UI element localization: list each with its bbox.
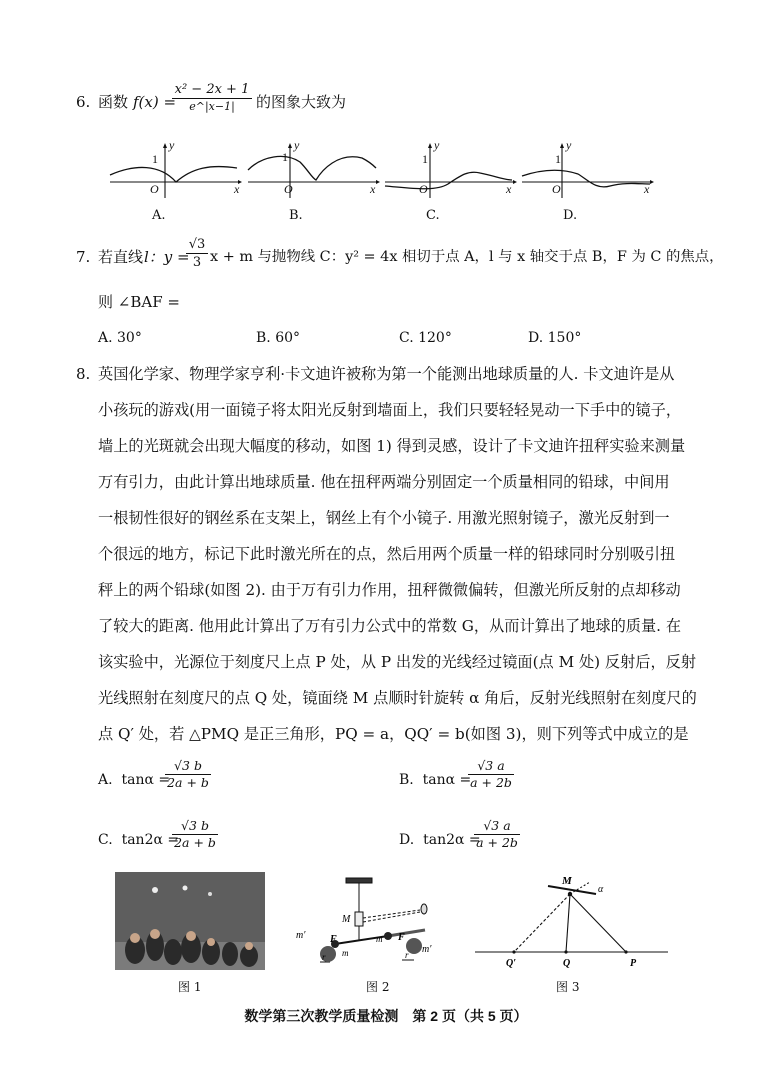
- fig2-label-r-right: r: [405, 950, 409, 960]
- q6-numerator: x² − 2x + 1: [172, 82, 252, 99]
- q8-line: 万有引力，由此计算出地球质量. 他在扭秤两端分别固定一个质量相同的铅球，中间用: [98, 473, 670, 491]
- q8-line: 一根韧性很好的钢丝系在支架上，钢丝上有个小镜子. 用激光照射镜子，激光反射到一: [98, 509, 670, 527]
- q7-line-eq: l：y =: [144, 248, 190, 266]
- q8-option-b-label: B.: [399, 772, 414, 788]
- q7-option-b: B. 60°: [256, 330, 301, 346]
- q8-option-b-fn: tanα =: [422, 772, 472, 788]
- fig2-label-m-prime-left: m′: [296, 930, 306, 941]
- graph-a-origin: O: [150, 182, 159, 196]
- page-footer: 数学第三次教学质量检测 第 2 页（共 5 页）: [244, 1008, 528, 1024]
- q8-line: 英国化学家、物理学家亨利·卡文迪许被称为第一个能测出地球质量的人. 卡文迪许是从: [98, 365, 675, 383]
- q8-line: 小孩玩的游戏(用一面镜子将太阳光反射到墙面上，我们只要轻轻晃动一下手中的镜子，: [98, 401, 682, 419]
- q8-number: 8.: [76, 365, 91, 383]
- q7-number: 7.: [76, 248, 91, 266]
- fig2-label-r-left: r: [322, 952, 326, 962]
- q8-line: 个很远的地方，标记下此时激光所在的点，然后用两个质量一样的铅球同时分别吸引扭: [98, 545, 676, 563]
- q8-option-d-den: a + 2b: [476, 835, 518, 850]
- graph-b-y-label: y: [294, 138, 300, 152]
- q6-option-c: C.: [426, 208, 440, 223]
- graph-c-x-label: x: [506, 182, 512, 196]
- q8-option-a: [98, 770, 170, 790]
- graph-a-y-label: y: [169, 138, 175, 152]
- q8-line: 点 Q′ 处，若 △PMQ 是正三角形，PQ = a，QQ′ = b(如图 3)，则下列等式中成立的是: [98, 725, 689, 743]
- q8-option-d: [399, 830, 481, 850]
- graph-d-one: 1: [555, 152, 561, 166]
- figure-3-caption: 图 3: [556, 980, 580, 994]
- q7-frac-den: 3: [192, 255, 202, 270]
- fig3-line-MP: [570, 894, 626, 952]
- q6-option-b: B.: [289, 208, 303, 223]
- graph-b-origin: O: [284, 182, 293, 196]
- q8-option-b-frac: [468, 758, 514, 791]
- fig3-mirror: [548, 886, 596, 894]
- q8-option-d-num: √3 a: [474, 818, 520, 835]
- fig3-label-Q: Q: [563, 958, 571, 969]
- q8-option-a-den: 2a + b: [167, 775, 209, 790]
- q8-option-a-fn: tanα =: [121, 772, 171, 788]
- fig2-label-m-prime-right: m′: [422, 944, 432, 955]
- q8-line: 光线照射在刻度尺的点 Q 处，镜面绕 M 点顺时针旋转 α 角后，反射光线照射在刻度尺的: [98, 689, 697, 707]
- q8-option-b-num: √3 a: [468, 758, 514, 775]
- q8-option-a-num: √3 b: [165, 758, 211, 775]
- q8-option-c: [98, 830, 179, 850]
- graph-a-x-label: x: [234, 182, 240, 196]
- fig3-line-MQprime: [514, 894, 570, 952]
- figure-2-diagram: [290, 872, 450, 972]
- q6-option-a: A.: [152, 208, 166, 223]
- graph-d-x-label: x: [644, 182, 650, 196]
- q6-denominator: e^|x−1|: [189, 100, 235, 113]
- q6-prefix: 函数: [98, 93, 129, 111]
- figure-1-caption: 图 1: [178, 980, 202, 994]
- q8-line: 了较大的距离. 他用此计算出了万有引力公式中的常数 G，从而计算出了地球的质量. 在: [98, 617, 682, 635]
- q8-line: 秤上的两个铅球(如图 2). 由于万有引力作用，扭秤微微偏转，但激光所反射的点却移动: [98, 581, 681, 599]
- fig3-label-Qprime: Q′: [506, 958, 517, 969]
- fig2-label-M: M: [342, 914, 351, 925]
- graph-a-one: 1: [152, 152, 158, 166]
- graph-d-origin: O: [552, 182, 561, 196]
- q7-line2: 则 ∠BAF =: [98, 293, 180, 311]
- graph-a-curve: [110, 167, 237, 182]
- fig3-label-alpha: α: [598, 884, 604, 895]
- graph-b-curve: [248, 156, 376, 180]
- q8-option-c-fn: tan2α =: [121, 832, 180, 848]
- q8-line: 该实验中，光源位于刻度尺上点 P 处，从 P 出发的光线经过镜面(点 M 处) 反射后，反射: [98, 653, 697, 671]
- graph-b-one: 1: [282, 150, 288, 164]
- q7-option-c: C. 120°: [399, 330, 452, 346]
- fig2-label-F-left: F: [330, 934, 337, 945]
- fig2-label-F-right: F: [398, 932, 405, 943]
- q6-fraction: [172, 82, 252, 115]
- q8-option-d-fn: tan2α =: [423, 832, 481, 848]
- q6-func: f(x) =: [133, 93, 177, 111]
- q8-option-a-frac: [165, 758, 211, 791]
- fig3-line-MQ: [566, 894, 570, 952]
- q7-frac-num: √3: [186, 236, 208, 254]
- q8-line: 墙上的光斑就会出现大幅度的移动，如图 1) 得到灵感，设计了卡文迪许扭秤实验来测量: [98, 437, 686, 455]
- q8-option-c-num: √3 b: [172, 818, 218, 835]
- fig3-label-M: M: [562, 875, 572, 887]
- q7-text-b: x + m 与抛物线 C：y² = 4x 相切于点 A，l 与 x 轴交于点 B，F 为 C 的焦点，: [210, 249, 724, 265]
- q6-suffix: 的图象大致为: [256, 93, 347, 111]
- graph-d-curve: [522, 170, 650, 187]
- graph-d-y-label: y: [566, 138, 572, 152]
- q6-option-d: D.: [563, 208, 578, 223]
- q7-text-a: 若直线: [98, 248, 144, 266]
- q8-option-d-frac: [474, 818, 520, 851]
- fig2-label-m-right: m: [376, 934, 383, 944]
- q6-number: 6.: [76, 93, 91, 111]
- q7-option-a: A. 30°: [98, 330, 142, 346]
- graph-c-origin: O: [419, 182, 428, 196]
- q8-option-b: [399, 770, 471, 790]
- figure-3-diagram: [470, 872, 670, 972]
- figure-2-caption: 图 2: [366, 980, 390, 994]
- q8-option-a-label: A.: [98, 772, 113, 788]
- q8-option-c-den: 2a + b: [174, 835, 216, 850]
- graph-c-y-label: y: [434, 138, 440, 152]
- figure-1-photo: [115, 872, 265, 970]
- q8-option-b-den: a + 2b: [470, 775, 512, 790]
- q8-option-d-label: D.: [399, 832, 415, 848]
- fig2-label-m-left: m: [342, 948, 349, 958]
- fig3-label-P: P: [630, 958, 637, 969]
- q8-option-c-frac: [172, 818, 218, 851]
- graph-c-one: 1: [422, 152, 428, 166]
- q7-fraction: [186, 236, 208, 271]
- q7-option-d: D. 150°: [528, 330, 582, 346]
- q8-option-c-label: C.: [98, 832, 113, 848]
- graph-c-curve: [385, 172, 512, 189]
- graph-b-x-label: x: [370, 182, 376, 196]
